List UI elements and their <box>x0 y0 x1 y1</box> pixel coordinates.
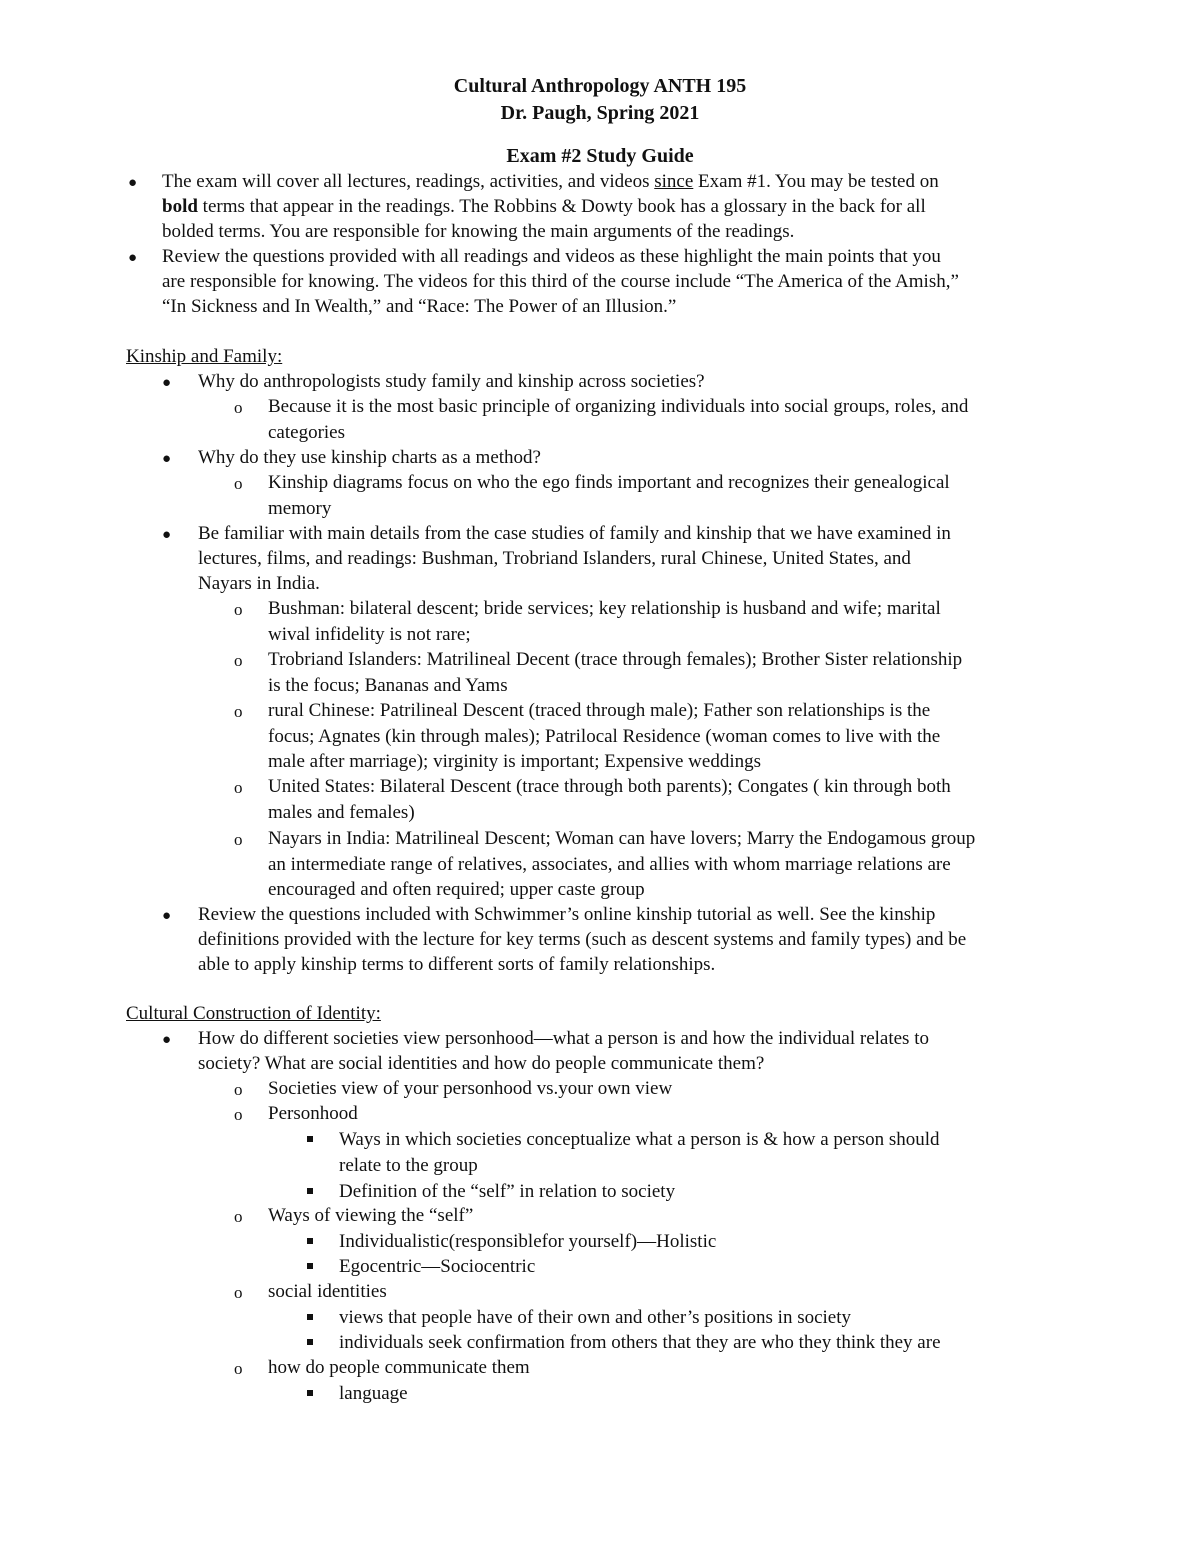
self-item-1: Individualistic(responsiblefor yourself)—Holistic <box>339 1231 717 1252</box>
identity-point-social: social identities <box>268 1281 387 1302</box>
intro-p1-line1 <box>162 169 939 194</box>
bold-word: bold <box>162 196 198 217</box>
identity-question-line2: society? What are social identities and how do people communicate them? <box>198 1053 765 1074</box>
kinship-question-2: Why do they use kinship charts as a method? <box>198 447 541 468</box>
case-chinese-line2: focus; Agnates (kin through males); Patrilocal Residence (woman comes to live with the <box>268 726 941 747</box>
section-heading-identity: Cultural Construction of Identity: <box>126 1003 381 1024</box>
social-item-2: individuals seek confirmation from others that they are who they think they are <box>339 1332 941 1353</box>
square-bullet-icon <box>307 1188 313 1194</box>
kinship-question-4-line3: able to apply kinship terms to different sorts of family relationships. <box>198 954 716 975</box>
kinship-question-4-line1: Review the questions included with Schwimmer’s online kinship tutorial as well. See the kinship <box>198 904 936 925</box>
bullet-icon: ● <box>162 908 172 924</box>
square-bullet-icon <box>307 1339 313 1345</box>
intro-p2-line2: are responsible for knowing. The videos for this third of the course include “The America of the Amish,” <box>162 271 959 292</box>
case-nayars-line1: Nayars in India: Matrilineal Descent; Woman can have lovers; Marry the Endogamous group <box>268 828 976 849</box>
bullet-icon: ● <box>162 375 172 391</box>
sub-bullet-icon: o <box>234 702 243 721</box>
intro-p1-line3: bolded terms. You are responsible for knowing the main arguments of the readings. <box>162 221 795 242</box>
case-chinese-line1: rural Chinese: Patrilineal Descent (traced through male); Father son relationships is the <box>268 700 931 721</box>
sub-bullet-icon: o <box>234 651 243 670</box>
identity-point-communicate: how do people communicate them <box>268 1357 530 1378</box>
course-title: Cultural Anthropology ANTH 195 <box>453 75 747 97</box>
bullet-icon: ● <box>162 527 172 543</box>
text-run: Exam #1. You may be tested on <box>693 171 939 192</box>
identity-point-self: Ways of viewing the “self” <box>268 1205 474 1226</box>
sub-bullet-icon: o <box>234 1080 243 1099</box>
case-trobriand-line2: is the focus; Bananas and Yams <box>268 675 508 696</box>
sub-bullet-icon: o <box>234 1359 243 1378</box>
square-bullet-icon <box>307 1136 313 1142</box>
bullet-icon: ● <box>162 451 172 467</box>
identity-point-views: Societies view of your personhood vs.your own view <box>268 1078 673 1099</box>
personhood-item-1-line2: relate to the group <box>339 1155 478 1176</box>
bullet-icon: ● <box>128 250 138 266</box>
social-item-1: views that people have of their own and other’s positions in society <box>339 1307 852 1328</box>
sub-bullet-icon: o <box>234 778 243 797</box>
kinship-question-3-line2: lectures, films, and readings: Bushman, Trobriand Islanders, rural Chinese, United States, and <box>198 548 911 569</box>
case-us-line1: United States: Bilateral Descent (trace through both parents); Congates ( kin through both <box>268 776 951 797</box>
bullet-icon: ● <box>128 175 138 191</box>
intro-p2-line1: Review the questions provided with all readings and videos as these highlight the main points that you <box>162 246 941 267</box>
instructor-term: Dr. Paugh, Spring 2021 <box>500 102 700 124</box>
section-heading-kinship: Kinship and Family: <box>126 346 283 367</box>
kinship-answer-1-line2: categories <box>268 422 346 443</box>
identity-question-line1: How do different societies view personhood—what a person is and how the individual relates to <box>198 1028 929 1049</box>
case-us-line2: males and females) <box>268 802 415 823</box>
personhood-item-1-line1: Ways in which societies conceptualize what a person is & how a person should <box>339 1129 940 1150</box>
kinship-question-4-line2: definitions provided with the lecture for key terms (such as descent systems and family types) and be <box>198 929 967 950</box>
guide-title: Exam #2 Study Guide <box>506 145 694 167</box>
since-underlined: since <box>654 171 694 192</box>
case-bushman-line1: Bushman: bilateral descent; bride services; key relationship is husband and wife; marital <box>268 598 941 619</box>
personhood-item-2: Definition of the “self” in relation to society <box>339 1181 676 1202</box>
case-chinese-line3: male after marriage); virginity is important; Expensive weddings <box>268 751 761 772</box>
bullet-icon: ● <box>162 1032 172 1048</box>
intro-p1-line2 <box>162 194 926 219</box>
intro-p2-line3: “In Sickness and In Wealth,” and “Race: The Power of an Illusion.” <box>162 296 677 317</box>
sub-bullet-icon: o <box>234 600 243 619</box>
sub-bullet-icon: o <box>234 830 243 849</box>
sub-bullet-icon: o <box>234 1283 243 1302</box>
kinship-question-3-line3: Nayars in India. <box>198 573 320 594</box>
case-trobriand-line1: Trobriand Islanders: Matrilineal Decent (trace through females); Brother Sister relationship <box>268 649 963 670</box>
kinship-answer-2-line1: Kinship diagrams focus on who the ego finds important and recognizes their genealogical <box>268 472 950 493</box>
square-bullet-icon <box>307 1263 313 1269</box>
kinship-answer-1-line1: Because it is the most basic principle of organizing individuals into social groups, roles, and <box>268 396 969 417</box>
text-run: The exam will cover all lectures, readings, activities, and videos <box>162 171 655 192</box>
sub-bullet-icon: o <box>234 1207 243 1226</box>
case-bushman-line2: wival infidelity is not rare; <box>268 624 471 645</box>
square-bullet-icon <box>307 1390 313 1396</box>
kinship-question-3-line1: Be familiar with main details from the case studies of family and kinship that we have examined in <box>198 523 951 544</box>
text-run: terms that appear in the readings. The Robbins & Dowty book has a glossary in the back for all <box>197 196 926 217</box>
kinship-answer-2-line2: memory <box>268 498 332 519</box>
communicate-item-1: language <box>339 1383 408 1404</box>
square-bullet-icon <box>307 1314 313 1320</box>
self-item-2: Egocentric—Sociocentric <box>339 1256 536 1277</box>
case-nayars-line2: an intermediate range of relatives, associates, and allies with whom marriage relations are <box>268 854 951 875</box>
sub-bullet-icon: o <box>234 1105 243 1124</box>
square-bullet-icon <box>307 1238 313 1244</box>
kinship-question-1: Why do anthropologists study family and kinship across societies? <box>198 371 705 392</box>
case-nayars-line3: encouraged and often required; upper caste group <box>268 879 645 900</box>
sub-bullet-icon: o <box>234 398 243 417</box>
sub-bullet-icon: o <box>234 474 243 493</box>
identity-point-personhood: Personhood <box>268 1103 358 1124</box>
